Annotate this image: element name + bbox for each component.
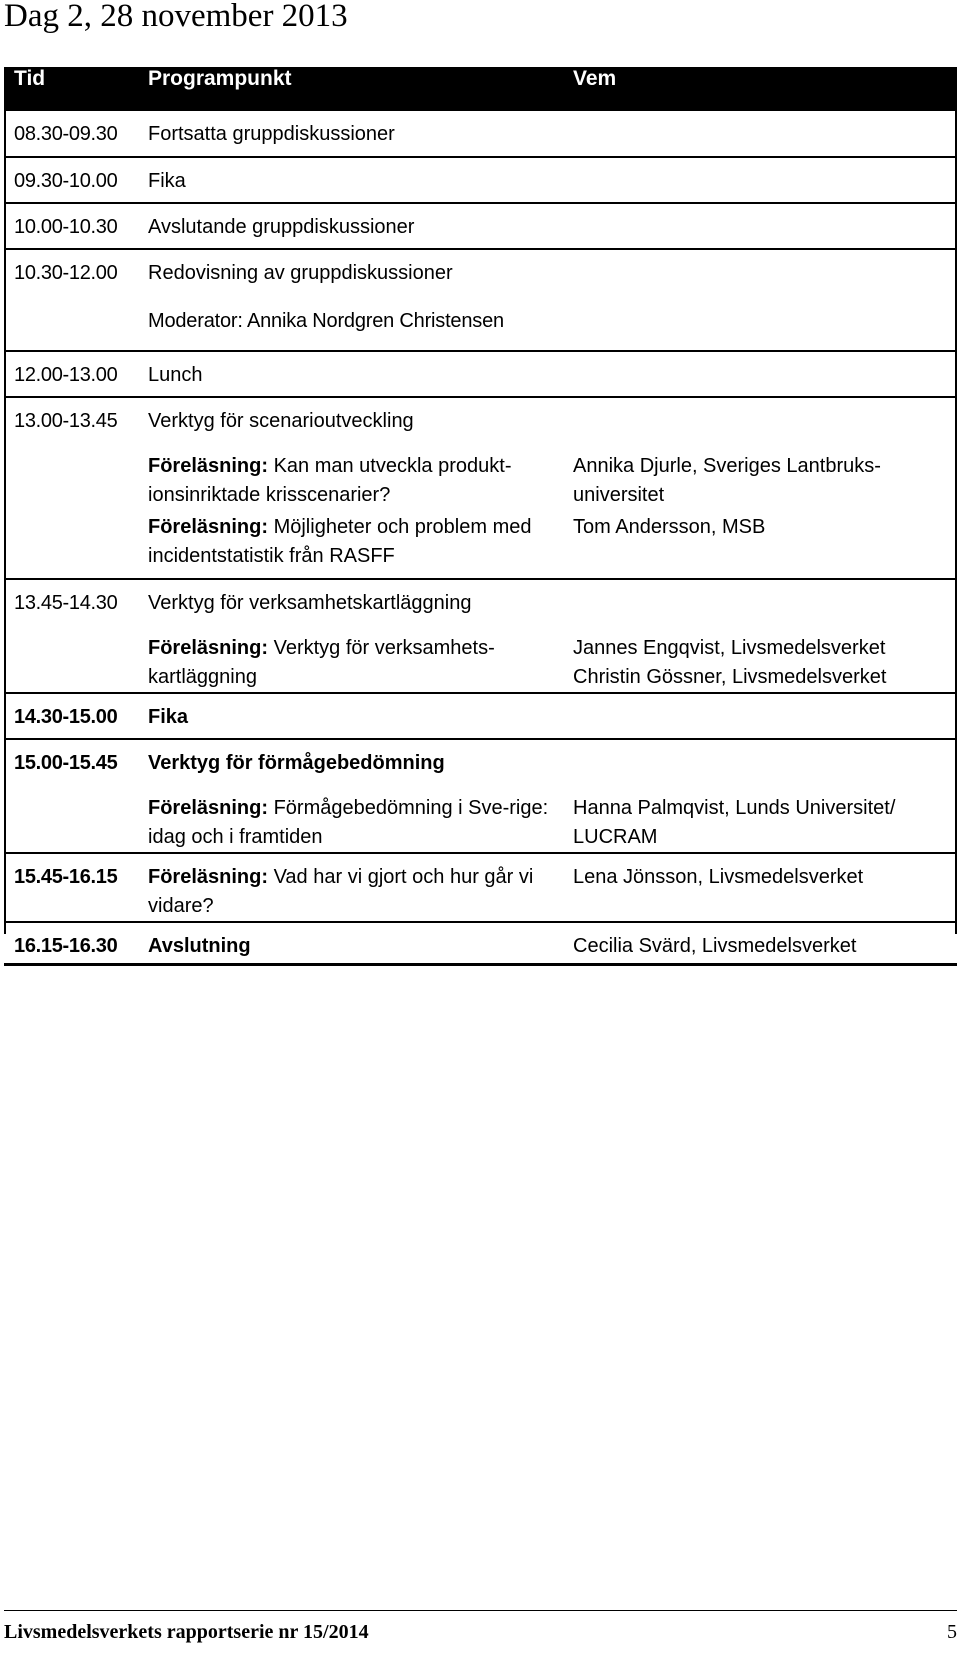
who-cell: [563, 739, 957, 785]
table-row: [4, 203, 957, 249]
time-cell: [4, 295, 138, 351]
table-row: [4, 157, 957, 203]
time-cell: 08.30-09.30: [4, 111, 138, 157]
lecture-cell: [138, 443, 563, 510]
lecture-title: Verktyg för verksamhets-kartläggning: [148, 637, 495, 688]
lecture-label: Föreläsning:: [148, 866, 269, 888]
moderator-cell: Moderator: Annika Nordgren Christensen: [138, 295, 563, 351]
lecture-cell: [138, 785, 563, 853]
lecture-title: Kan man utveckla produkt-ionsinriktade krisscenarier?: [148, 455, 512, 506]
time-cell: [4, 510, 138, 579]
lecture-cell: [138, 853, 563, 922]
table-row: [4, 579, 957, 625]
program-cell: Avslutning: [138, 922, 563, 964]
table-row: [4, 922, 957, 964]
lecture-title: Förmågebedömning i Sve-rige: idag och i framtiden: [148, 797, 549, 848]
page-number: 5: [947, 1621, 957, 1643]
time-cell: 09.30-10.00: [4, 157, 138, 203]
who-cell: [563, 295, 957, 351]
program-cell: Fika: [138, 157, 563, 203]
table-row: [4, 510, 957, 579]
time-cell: 16.15-16.30: [4, 922, 138, 964]
lecture-label: Föreläsning:: [148, 797, 269, 819]
time-cell: 10.30-12.00: [14, 262, 118, 284]
time-cell: [4, 785, 138, 853]
who-cell: Cecilia Svärd, Livsmedelsverket: [563, 922, 957, 964]
program-cell: Verktyg för scenarioutveckling: [148, 410, 414, 432]
program-cell: Avslutande gruppdiskussioner: [138, 203, 563, 249]
program-cell: Fika: [138, 693, 563, 739]
table-row: [4, 351, 957, 397]
page-footer: [4, 1610, 957, 1646]
page-title: Dag 2, 28 november 2013: [4, 0, 348, 34]
who-cell: Annika Djurle, Sveriges Lantbruks-universitet: [573, 455, 881, 506]
time-cell: 14.30-15.00: [4, 693, 138, 739]
table-row: [4, 625, 957, 693]
lecture-label: Föreläsning:: [148, 455, 269, 477]
program-cell: Verktyg för verksamhetskartläggning: [148, 592, 472, 614]
time-cell: 13.45-14.30: [14, 592, 118, 614]
lecture-cell: [138, 510, 563, 579]
lecture-cell: [138, 625, 563, 693]
table-row: [4, 443, 957, 510]
program-cell: Verktyg för förmågebedömning: [148, 752, 445, 774]
who-cell: [563, 625, 957, 693]
time-cell: 12.00-13.00: [4, 351, 138, 397]
program-cell: Fortsatta gruppdiskussioner: [138, 111, 563, 157]
table-row: [4, 739, 957, 785]
table-row: [4, 693, 957, 739]
table-header-row: [4, 67, 957, 111]
report-series: Livsmedelsverkets rapportserie nr 15/2014: [4, 1621, 369, 1643]
who-cell: [563, 157, 957, 203]
time-cell: 15.45-16.15: [4, 853, 138, 922]
time-cell: [4, 443, 138, 510]
lecture-title: Möjligheter och problem med incidentstatistik från RASFF: [148, 516, 532, 567]
header-who: Vem: [573, 67, 617, 90]
who-cell: [563, 397, 957, 443]
program-cell: Lunch: [138, 351, 563, 397]
table-row: [4, 111, 957, 157]
table-row: [4, 295, 957, 351]
time-cell: 10.00-10.30: [4, 203, 138, 249]
table-row: [4, 249, 957, 295]
who-cell: [563, 579, 957, 625]
lecture-title: Vad har vi gjort och hur går vi vidare?: [148, 866, 534, 917]
who-cell: Lena Jönsson, Livsmedelsverket: [563, 853, 957, 922]
time-cell: [4, 625, 138, 693]
who-cell: [563, 693, 957, 739]
program-cell: Redovisning av gruppdiskussioner: [148, 262, 453, 284]
table-row: [4, 397, 957, 443]
who-cell: [563, 249, 957, 295]
table-row: [4, 853, 957, 922]
header-time: Tid: [14, 67, 46, 90]
who-cell: [563, 111, 957, 157]
header-program: Programpunkt: [148, 67, 292, 90]
speaker-name: Christin Gössner, Livsmedelsverket: [573, 666, 887, 688]
who-cell: [563, 351, 957, 397]
who-cell: [563, 203, 957, 249]
speaker-name: Jannes Engqvist, Livsmedelsverket: [573, 637, 886, 659]
who-cell: Hanna Palmqvist, Lunds Universitet/ LUCRAM: [563, 785, 957, 853]
who-cell: Tom Andersson, MSB: [563, 510, 957, 579]
lecture-label: Föreläsning:: [148, 516, 269, 538]
lecture-label: Föreläsning:: [148, 637, 269, 659]
table-row: [4, 785, 957, 853]
time-cell: 13.00-13.45: [14, 410, 118, 432]
program-table: [4, 67, 957, 966]
time-cell: 15.00-15.45: [14, 752, 118, 774]
